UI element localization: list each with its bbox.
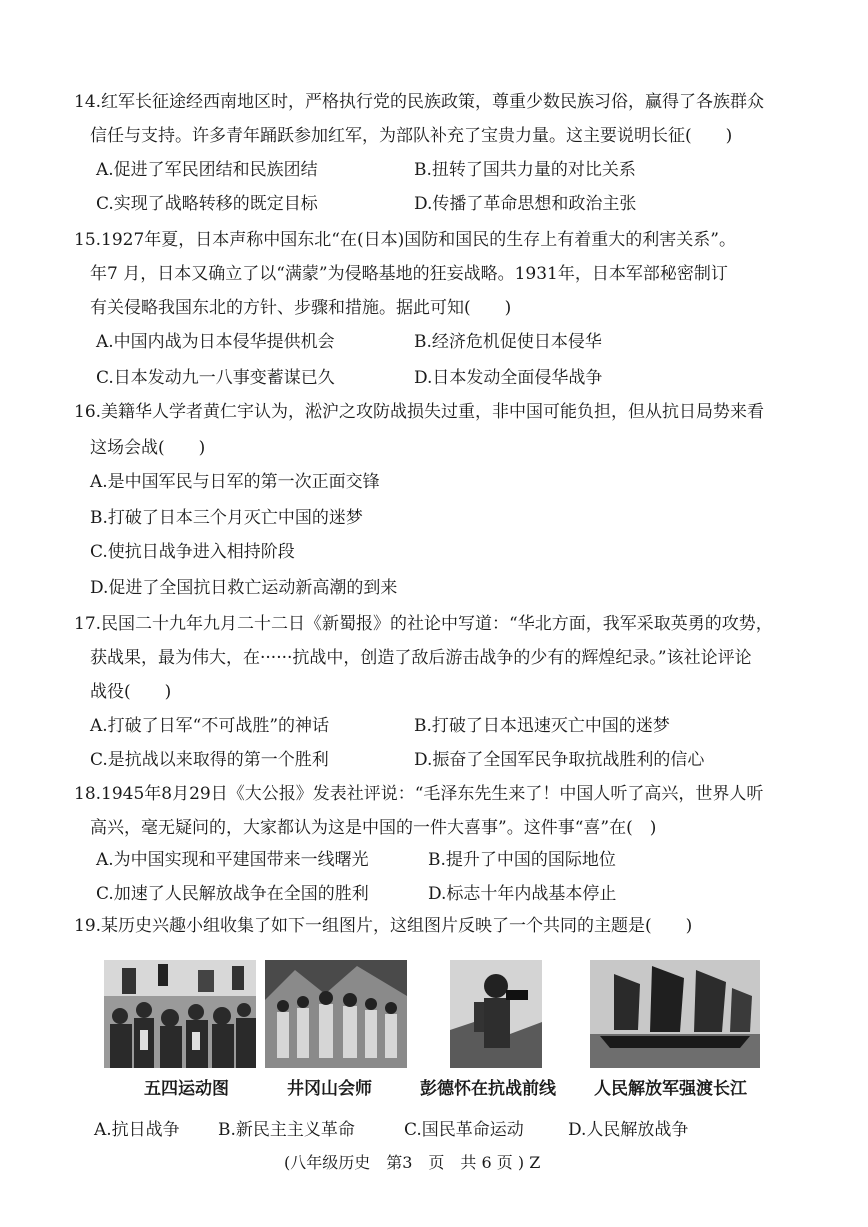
q14-option-b: B.扭转了国共力量的对比关系 — [414, 160, 636, 180]
q15-stem-line2: 年7 月，日本又确立了以“满蒙”为侵略基地的狂妄战略。1931年，日本军部秘密制订 — [90, 264, 728, 284]
q14-option-d: D.传播了革命思想和政治主张 — [414, 194, 637, 214]
photo-caption-1: 五四运动图 — [144, 1079, 229, 1099]
yangtze-crossing-photo — [590, 960, 760, 1068]
q17-option-b: B.打破了日本迅速灭亡中国的迷梦 — [414, 716, 670, 736]
q15-stem-line3: 有关侵略我国东北的方针、步骤和措施。据此可知( ) — [90, 298, 512, 318]
q17-option-c: C.是抗战以来取得的第一个胜利 — [90, 750, 329, 770]
peng-dehuai-photo — [450, 960, 542, 1068]
q19-option-c: C.国民革命运动 — [404, 1120, 524, 1140]
q14-option-a: A.促进了军民团结和民族团结 — [96, 160, 318, 180]
q19-stem-line1: 19.某历史兴趣小组收集了如下一组图片，这组图片反映了一个共同的主题是( ) — [74, 916, 693, 936]
q19-option-b: B.新民主主义革命 — [218, 1120, 355, 1140]
q17-stem-line1: 17.民国二十九年九月二十二日《新蜀报》的社论中写道：“华北方面，我军采取英勇的攻势， — [74, 614, 773, 634]
q19-option-a: A.抗日战争 — [94, 1120, 180, 1140]
q16-option-b: B.打破了日本三个月灭亡中国的迷梦 — [90, 508, 363, 528]
photo-caption-2: 井冈山会师 — [287, 1079, 372, 1099]
q15-option-c: C.日本发动九一八事变蓄谋已久 — [96, 368, 335, 388]
page-footer: (八年级历史 第3 页 共 6 页 ) Z — [284, 1153, 541, 1172]
q17-stem-line2: 获战果，最为伟大，在······抗战中，创造了敌后游击战争的少有的辉煌纪录。”该社论评论 — [90, 648, 752, 668]
q14-option-c: C.实现了战略转移的既定目标 — [96, 194, 318, 214]
q17-option-a: A.打破了日军“不可战胜”的神话 — [90, 716, 330, 736]
q15-option-b: B.经济危机促使日本侵华 — [414, 332, 602, 352]
q16-option-d: D.促进了全国抗日救亡运动新高潮的到来 — [90, 578, 398, 598]
q17-stem-line3: 战役( ) — [90, 682, 172, 702]
q16-stem-line1: 16.美籍华人学者黄仁宇认为，淞沪之攻防战损失过重，非中国可能负担，但从抗日局势来看 — [74, 402, 765, 422]
q14-stem-line2: 信任与支持。许多青年踊跃参加红军，为部队补充了宝贵力量。这主要说明长征( ) — [90, 126, 733, 146]
may-fourth-photo — [104, 960, 256, 1068]
q18-option-b: B.提升了中国的国际地位 — [428, 850, 616, 870]
q16-stem-line2: 这场会战( ) — [90, 438, 206, 458]
q18-stem-line1: 18.1945年8月29日《大公报》发表社评说：“毛泽东先生来了！中国人听了高兴，世界人听 — [74, 784, 764, 804]
photo-caption-4: 人民解放军强渡长江 — [594, 1079, 747, 1099]
q18-option-a: A.为中国实现和平建国带来一线曙光 — [96, 850, 369, 870]
photo-caption-3: 彭德怀在抗战前线 — [420, 1079, 556, 1099]
q18-stem-line2: 高兴，毫无疑问的，大家都认为这是中国的一件大喜事”。这件事“喜”在( ) — [90, 818, 657, 838]
q18-option-c: C.加速了人民解放战争在全国的胜利 — [96, 884, 369, 904]
q15-option-d: D.日本发动全面侵华战争 — [414, 368, 603, 388]
q14-stem-line1: 14.红军长征途经西南地区时，严格执行党的民族政策，尊重少数民族习俗，赢得了各族群众 — [74, 92, 765, 112]
q17-option-d: D.振奋了全国军民争取抗战胜利的信心 — [414, 750, 705, 770]
q15-option-a: A.中国内战为日本侵华提供机会 — [96, 332, 335, 352]
q19-option-d: D.人民解放战争 — [568, 1120, 689, 1140]
jinggangshan-photo — [265, 960, 407, 1068]
q15-stem-line1: 15.1927年夏，日本声称中国东北“在(日本)国防和国民的生存上有着重大的利害关系”。 — [74, 230, 736, 250]
q16-option-c: C.使抗日战争进入相持阶段 — [90, 542, 295, 562]
q18-option-d: D.标志十年内战基本停止 — [428, 884, 617, 904]
q16-option-a: A.是中国军民与日军的第一次正面交锋 — [90, 472, 380, 492]
